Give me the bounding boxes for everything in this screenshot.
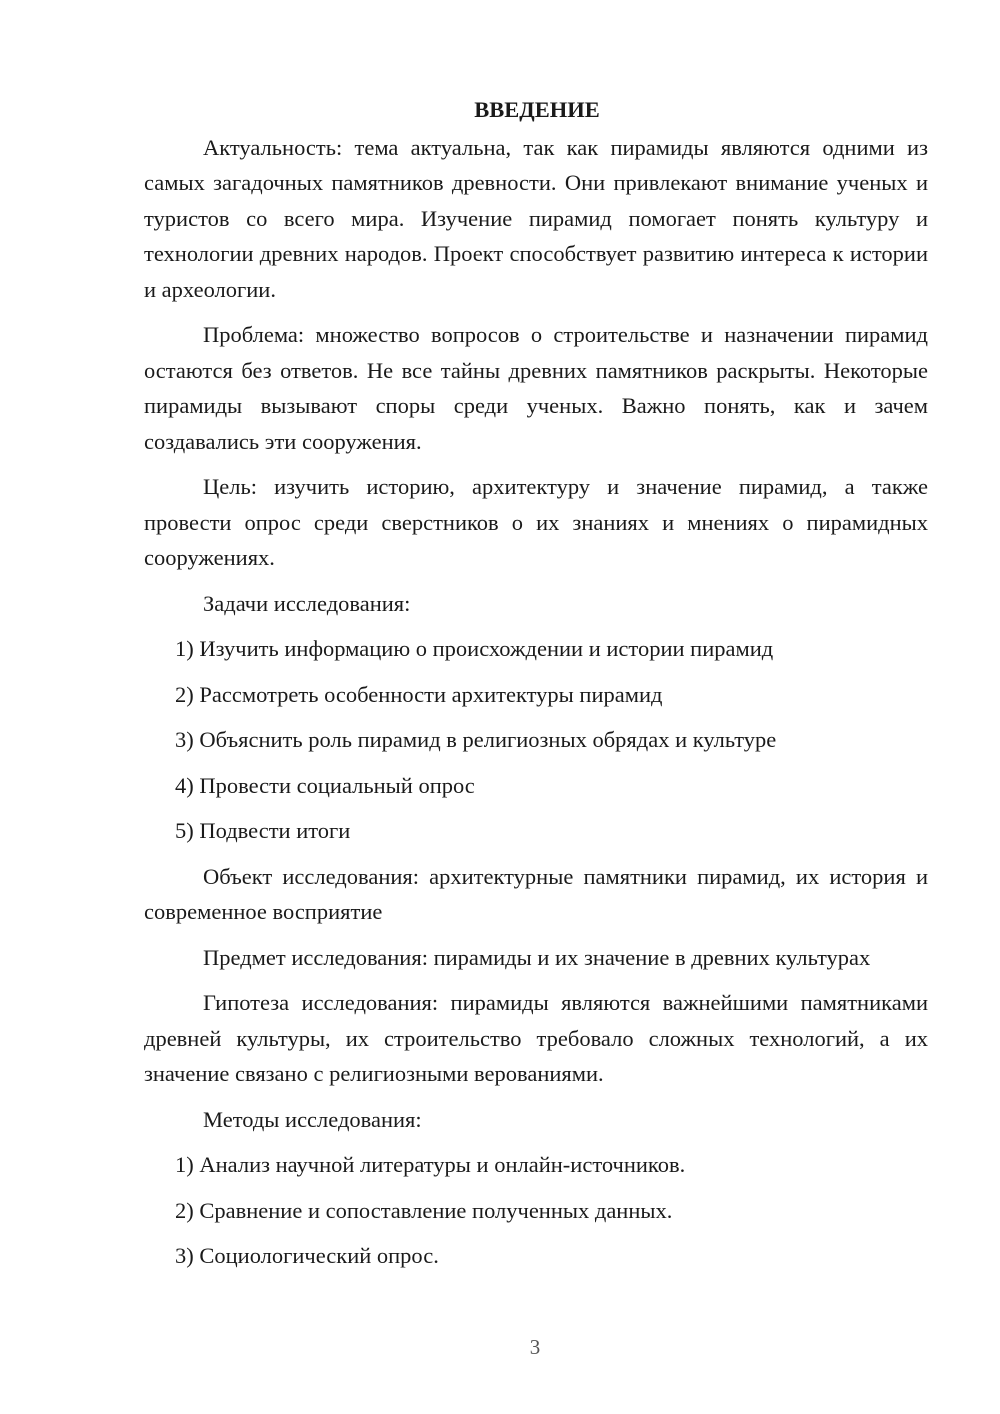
hypothesis-paragraph: Гипотеза исследования: пирамиды являются важнейшими памятниками древней культуры, их строительство требовало сложных технологий, а их значение связано с религиозными верованиями. xyxy=(144,990,928,1086)
section-title: ВВЕДЕНИЕ xyxy=(474,97,600,122)
subject-paragraph: Предмет исследования: пирамиды и их значение в древних культурах xyxy=(203,944,871,970)
method-item-1: 1) Анализ научной литературы и онлайн-источников. xyxy=(175,1152,686,1177)
method-item-3: 3) Социологический опрос. xyxy=(175,1243,439,1268)
task-item-2: 2) Рассмотреть особенности архитектуры пирамид xyxy=(175,681,663,707)
goal-paragraph: Цель: изучить историю, архитектуру и значение пирамид, а также провести опрос среди сверстников о их знаниях и мнениях о пирамидных сооружениях. xyxy=(144,474,928,570)
object-paragraph: Объект исследования: архитектурные памятники пирамид, их история и современное восприятие xyxy=(144,863,928,924)
relevance-paragraph: Актуальность: тема актуальна, так как пирамиды являются одними из самых загадочных памятников древности. Они привлекают внимание ученых и туристов со всего мира. Изучение пирамид помогает понять культуру и технологии древних народов. Проект способствует развитию интереса к истории и археологии. xyxy=(144,134,928,302)
task-item-1: 1) Изучить информацию о происхождении и истории пирамид xyxy=(175,636,774,661)
task-item-5: 5) Подвести итоги xyxy=(175,818,351,843)
methods-heading: Методы исследования: xyxy=(203,1106,422,1132)
page-content xyxy=(144,92,928,1284)
method-item-2: 2) Сравнение и сопоставление полученных данных. xyxy=(175,1197,673,1223)
task-item-3: 3) Объяснить роль пирамид в религиозных обрядах и культуре xyxy=(175,727,777,752)
tasks-heading: Задачи исследования: xyxy=(203,590,411,616)
problem-paragraph: Проблема: множество вопросов о строительстве и назначении пирамид остаются без ответов. Не все тайны древних памятников раскрыты. Некоторые пирамиды вызывают споры среди ученых. Важно понять, как и зачем создавались эти сооружения. xyxy=(144,322,928,454)
task-item-4: 4) Провести социальный опрос xyxy=(175,772,475,798)
page-number: 3 xyxy=(529,1335,541,1359)
